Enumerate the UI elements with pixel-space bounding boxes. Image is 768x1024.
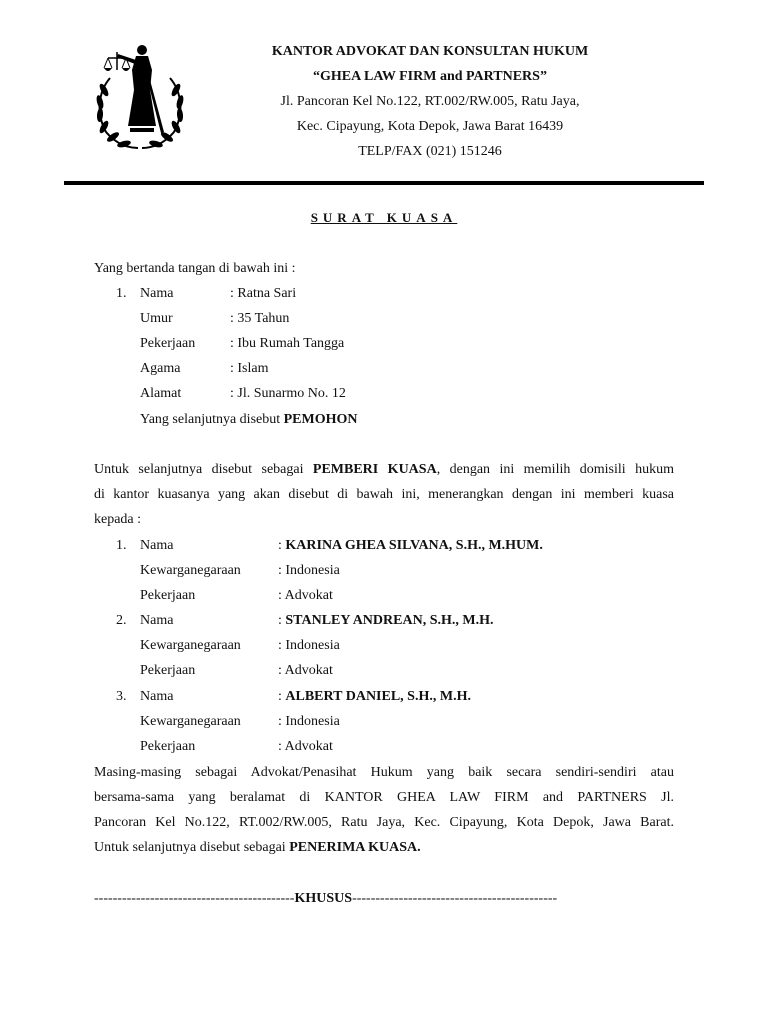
paragraph-line: Pancoran Kel No.122, RT.002/RW.005, Ratu Jaya, Kec. Cipayung, Kota Depok, Jawa Barat. bbox=[94, 815, 674, 830]
citizenship-value: Indonesia bbox=[285, 714, 340, 729]
khusus-divider bbox=[94, 889, 557, 909]
grantor-field-value: : Jl. Sunarmo No. 12 bbox=[230, 386, 346, 401]
law-firm-logo bbox=[92, 40, 188, 152]
paragraph-line: di kantor kuasanya yang akan disebut di bawah ini, menerangkan dengan ini memberi kuasa bbox=[94, 487, 674, 502]
attorney-citizenship bbox=[278, 561, 340, 581]
header-divider bbox=[64, 181, 704, 185]
attorney-label: Kewarganegaraan bbox=[140, 563, 241, 578]
attorney-label: Nama bbox=[140, 538, 174, 553]
lady-justice-icon bbox=[104, 45, 164, 133]
grantor-field-label: Pekerjaan bbox=[140, 336, 196, 351]
attorney-name bbox=[278, 687, 471, 707]
colon: : bbox=[278, 689, 286, 704]
intro-text: Yang bertanda tangan di bawah ini : bbox=[94, 261, 296, 276]
attorney-name-value: STANLEY ANDREAN, S.H., M.H. bbox=[285, 613, 494, 628]
colon: : bbox=[278, 663, 285, 678]
grantor-field-value: : Ibu Rumah Tangga bbox=[230, 336, 345, 351]
dash-line: -------------------------------------------- bbox=[352, 891, 558, 906]
attorney-label: Pekerjaan bbox=[140, 739, 196, 754]
attorney-name-value: ALBERT DANIEL, S.H., M.H. bbox=[285, 689, 471, 704]
grantor-field-value: : 35 Tahun bbox=[230, 311, 290, 326]
attorney-number: 2. bbox=[116, 613, 127, 628]
attorney-name-value: KARINA GHEA SILVANA, S.H., M.HUM. bbox=[285, 538, 543, 553]
colon: : bbox=[278, 714, 286, 729]
phone-fax: TELP/FAX (021) 151246 bbox=[358, 144, 502, 159]
attorney-job bbox=[278, 737, 333, 757]
paragraph-line bbox=[94, 457, 674, 482]
grantor-field-label: Umur bbox=[140, 311, 173, 326]
attorney-label: Nama bbox=[140, 613, 174, 628]
job-value: Advokat bbox=[284, 739, 333, 754]
paragraph-line: kepada : bbox=[94, 512, 142, 527]
attorney-label: Pekerjaan bbox=[140, 663, 196, 678]
paragraph-line: Masing-masing sebagai Advokat/Penasihat Hukum yang baik secara sendiri-sendiri atau bbox=[94, 765, 674, 780]
grantor-field-value: : Ratna Sari bbox=[230, 286, 297, 301]
attorney-job bbox=[278, 661, 333, 681]
pemohon-label: PEMOHON bbox=[283, 412, 358, 427]
job-value: Advokat bbox=[284, 588, 333, 603]
job-value: Advokat bbox=[284, 663, 333, 678]
grantor-field-value: : Islam bbox=[230, 361, 269, 376]
citizenship-value: Indonesia bbox=[285, 638, 340, 653]
attorney-citizenship bbox=[278, 712, 340, 732]
firm-type: KANTOR ADVOKAT DAN KONSULTAN HUKUM bbox=[271, 44, 589, 59]
letterhead bbox=[210, 39, 650, 164]
attorney-job bbox=[278, 586, 333, 606]
grantor-number: 1. bbox=[116, 286, 127, 301]
penerima-kuasa-label: PENERIMA KUASA. bbox=[289, 840, 421, 855]
dash-line: ------------------------------------------- bbox=[94, 891, 295, 906]
grant-paragraph bbox=[94, 457, 674, 532]
text: Untuk selanjutnya disebut sebagai bbox=[94, 462, 313, 477]
pemberi-kuasa-label: PEMBERI KUASA bbox=[312, 462, 437, 477]
firm-name: “GHEA LAW FIRM and PARTNERS” bbox=[313, 69, 547, 84]
colon: : bbox=[278, 538, 286, 553]
colon: : bbox=[278, 563, 286, 578]
recipient-paragraph bbox=[94, 760, 674, 860]
text: Untuk selanjutnya disebut sebagai bbox=[94, 840, 290, 855]
grantor-field-label: Nama bbox=[140, 286, 174, 301]
paragraph-line: bersama-sama yang beralamat di KANTOR GHEA LAW FIRM and PARTNERS Jl. bbox=[94, 790, 674, 805]
colon: : bbox=[278, 739, 285, 754]
citizenship-value: Indonesia bbox=[285, 563, 340, 578]
attorney-label: Nama bbox=[140, 689, 174, 704]
colon: : bbox=[278, 613, 286, 628]
paragraph-line bbox=[94, 835, 674, 860]
attorney-citizenship bbox=[278, 636, 340, 656]
attorney-number: 1. bbox=[116, 538, 127, 553]
document-title: SURAT KUASA bbox=[310, 210, 458, 225]
grantor-field-label: Alamat bbox=[140, 386, 182, 401]
closing-text: Yang selanjutnya disebut bbox=[140, 412, 284, 427]
attorney-number: 3. bbox=[116, 689, 127, 704]
khusus-label: KHUSUS bbox=[294, 891, 353, 906]
attorney-name bbox=[278, 536, 543, 556]
attorney-label: Kewarganegaraan bbox=[140, 638, 241, 653]
grantor-field-label: Agama bbox=[140, 361, 181, 376]
attorney-label: Pekerjaan bbox=[140, 588, 196, 603]
attorney-name bbox=[278, 611, 493, 631]
text: , dengan ini memilih domisili hukum bbox=[436, 462, 674, 477]
attorney-label: Kewarganegaraan bbox=[140, 714, 241, 729]
grantor-closing bbox=[140, 410, 358, 430]
colon: : bbox=[278, 638, 286, 653]
colon: : bbox=[278, 588, 285, 603]
address-line-2: Kec. Cipayung, Kota Depok, Jawa Barat 16439 bbox=[296, 119, 564, 134]
address-line-1: Jl. Pancoran Kel No.122, RT.002/RW.005, Ratu Jaya, bbox=[280, 94, 580, 109]
